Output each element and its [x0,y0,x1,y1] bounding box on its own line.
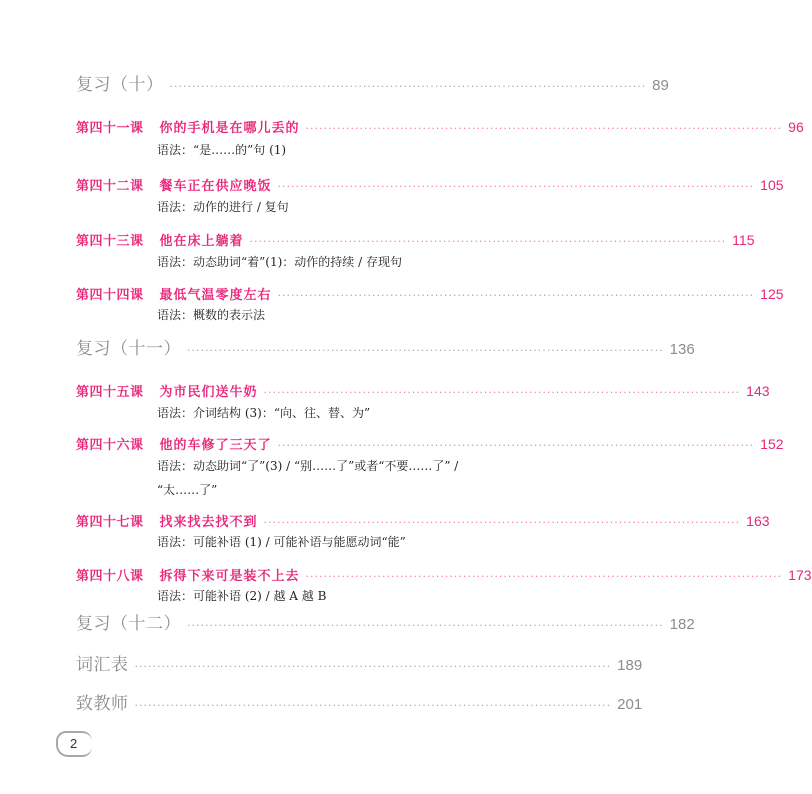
lesson-grammar: 语法：动态助词“着”(1)：动作的持续 / 存现句 [157,255,402,269]
entry-title: 复习（十一） [76,339,181,359]
dot-leader: ·········································································································· [277,289,755,302]
lesson-grammar: 语法：可能补语 (2) / 越 A 越 B [157,589,327,603]
dot-leader: ·········································································································· [277,180,755,193]
lesson-grammar: 语法：“是……的”句 (1) [157,143,287,157]
lesson-number: 第四十一课 [76,121,144,136]
toc-entry-review-10[interactable] [76,70,669,95]
entry-title: 复习（十二） [76,614,181,634]
toc-entry-lesson-46[interactable] [76,434,784,453]
lesson-number: 第四十三课 [76,234,144,249]
toc-entry-to-teachers[interactable] [76,689,643,714]
lesson-title: 找来找去找不到 [159,515,258,530]
lesson-number: 第四十七课 [76,515,144,530]
lesson-title: 拆得下来可是装不上去 [159,569,300,584]
entry-page: 201 [617,696,643,713]
lesson-grammar: 语法：概数的表示法 [157,308,266,322]
toc-entry-lesson-44[interactable] [76,284,784,303]
lesson-number: 第四十四课 [76,288,144,303]
entry-page: 182 [669,616,695,633]
lesson-grammar: 语法：动作的进行 / 复句 [157,200,289,214]
lesson-title: 他的车修了三天了 [159,438,272,453]
toc-entry-review-12[interactable] [76,609,695,634]
lesson-grammar: 语法：介词结构 (3)：“向、往、替、为” [157,406,371,420]
lesson-number: 第四十二课 [76,179,144,194]
dot-leader: ·········································································································· [187,344,664,357]
toc-entry-vocabulary[interactable] [76,650,643,675]
lesson-grammar-continued: “太……了” [157,483,218,497]
entry-page: 105 [760,177,784,193]
toc-entry-lesson-45[interactable] [76,381,770,400]
lesson-number: 第四十八课 [76,569,144,584]
toc-entry-lesson-48[interactable] [76,565,812,584]
entry-page: 115 [732,232,755,248]
lesson-grammar: 语法：可能补语 (1) / 可能补语与能愿动词“能” [157,535,406,549]
lesson-title: 餐车正在供应晚饭 [159,179,272,194]
entry-title: 复习（十） [76,75,164,95]
entry-page: 189 [617,657,643,674]
entry-page: 152 [760,436,784,452]
dot-leader: ·········································································································· [263,386,741,399]
entry-page: 143 [746,383,770,399]
entry-title: 致教师 [76,694,129,714]
lesson-title: 他在床上躺着 [159,234,244,249]
page-number: 2 [70,736,78,751]
entry-title: 词汇表 [76,655,129,675]
lesson-title: 你的手机是在哪儿丢的 [159,121,300,136]
dot-leader: ·········································································································· [305,570,783,583]
dot-leader: ·········································································································· [249,235,727,248]
entry-page: 89 [652,77,669,94]
entry-page: 136 [669,341,695,358]
entry-page: 173 [788,567,812,583]
toc-entry-lesson-47[interactable] [76,511,770,530]
dot-leader: ·········································································································· [169,80,647,93]
lesson-title: 为市民们送牛奶 [159,385,258,400]
lesson-number: 第四十六课 [76,438,144,453]
dot-leader: ·········································································································· [187,619,664,632]
entry-page: 163 [746,513,770,529]
entry-page: 125 [760,286,784,302]
lesson-grammar: 语法：动态助词“了”(3) / “别……了”或者“不要……了” / [157,459,459,473]
dot-leader: ·········································································································· [277,439,755,452]
dot-leader: ·········································································································· [134,660,612,673]
lesson-title: 最低气温零度左右 [159,288,272,303]
lesson-number: 第四十五课 [76,385,144,400]
page-number-tab [56,731,92,757]
dot-leader: ·········································································································· [134,699,612,712]
dot-leader: ·········································································································· [305,122,783,135]
toc-entry-review-11[interactable] [76,334,695,359]
dot-leader: ·········································································································· [263,516,741,529]
toc-entry-lesson-41[interactable] [76,117,804,136]
toc-entry-lesson-43[interactable] [76,230,755,249]
entry-page: 96 [788,119,804,135]
toc-entry-lesson-42[interactable] [76,175,784,194]
